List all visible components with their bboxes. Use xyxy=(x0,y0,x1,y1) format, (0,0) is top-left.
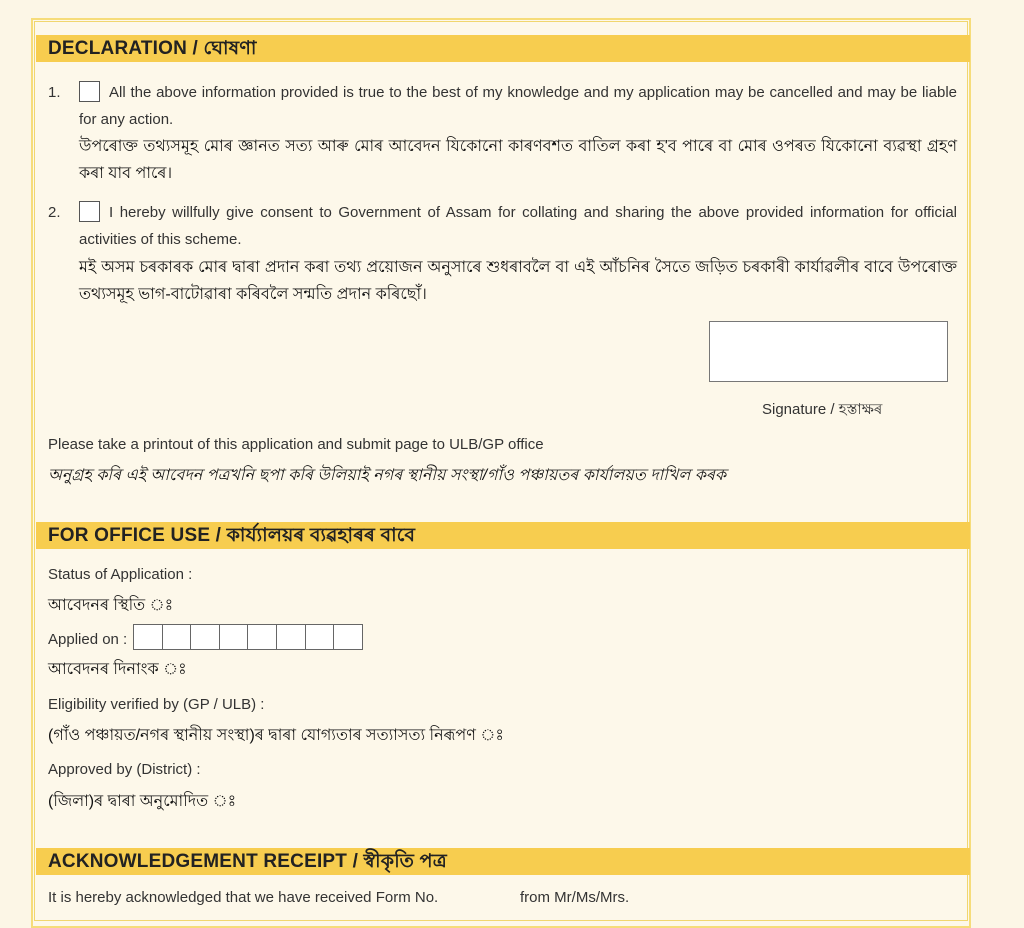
applied-on-date-boxes[interactable] xyxy=(133,624,362,650)
office-use-header xyxy=(36,522,970,549)
declaration-item-2-as: মই অসম চৰকাৰক মোৰ দ্বাৰা প্ৰদান কৰা তথ্য প্ৰয়োজন অনুসাৰে শুধৰাবলৈ বা এই আঁচনিৰ সৈতে জড়িত চৰকাৰী কাৰ্যাৱলীৰ বাবে উপৰোক্ত তথ্যসমূহ ভাগ-বাটোৱাৰা কৰিবলৈ সন্মতি প্ৰদান কৰিছোঁ। xyxy=(79,259,957,303)
signature-label: Signature / হস্তাক্ষৰ xyxy=(762,401,883,418)
acknowledgement-header-as: স্বীকৃতি পত্ৰ xyxy=(363,851,447,872)
approved-label-en: Approved by (District) : xyxy=(48,761,201,778)
signature-box[interactable] xyxy=(709,321,948,382)
declaration-header xyxy=(36,35,970,62)
declaration-item-2-en: I hereby willfully give consent to Government of Assam for collating and sharing the above provided information for official activities of this scheme. xyxy=(79,204,957,248)
acknowledgement-text: It is hereby acknowledged that we have received Form No. xyxy=(48,889,439,906)
applied-on-label-en: Applied on : xyxy=(48,631,128,648)
date-digit-box[interactable] xyxy=(305,624,335,650)
status-label-as: আবেদনৰ স্থিতি ঃ xyxy=(48,597,174,614)
status-label-en: Status of Application : xyxy=(48,566,193,583)
date-digit-box[interactable] xyxy=(133,624,163,650)
eligibility-label-as: (গাঁও পঞ্চায়ত/নগৰ স্থানীয় সংস্থা)ৰ দ্বাৰা যোগ্যতাৰ সত্যাসত্য নিৰূপণ ঃ xyxy=(48,727,504,744)
date-digit-box[interactable] xyxy=(219,624,249,650)
office-use-header-as: কাৰ্য্যালয়ৰ ব্যৱহাৰৰ বাবে xyxy=(226,525,416,546)
declaration-item-1-en: All the above information provided is true to the best of my knowledge and my application may be cancelled and may be liable for any action. xyxy=(79,84,957,128)
date-digit-box[interactable] xyxy=(162,624,192,650)
declaration-item-1-number: 1. xyxy=(48,84,61,101)
office-use-header-en: FOR OFFICE USE / xyxy=(48,525,222,546)
declaration-item-1-as: উপৰোক্ত তথ্যসমূহ মোৰ জ্ঞানত সত্য আৰু মোৰ আবেদন যিকোনো কাৰণবশত বাতিল কৰা হ'ব পাৰে বা মোৰ ওপৰত যিকোনো ব্যৱস্থা গ্ৰহণ কৰা যাব পাৰে। xyxy=(79,138,957,182)
declaration-item-2-as-block xyxy=(79,254,957,308)
acknowledgement-header xyxy=(36,848,970,875)
printout-instruction-as: অনুগ্ৰহ কৰি এই আবেদন পত্ৰখনি ছপা কৰি উলিয়াই নগৰ স্থানীয় সংস্থা/গাঁও পঞ্চায়তৰ কাৰ্যালয়ত দাখিল কৰক xyxy=(48,467,727,484)
declaration-item-1-text xyxy=(79,79,957,133)
acknowledgement-from-label: from Mr/Ms/Mrs. xyxy=(520,889,630,906)
declaration-header-en: DECLARATION / xyxy=(48,38,199,59)
date-digit-box[interactable] xyxy=(333,624,363,650)
date-digit-box[interactable] xyxy=(190,624,220,650)
approved-label-as: (জিলা)ৰ দ্বাৰা অনুমোদিত ঃ xyxy=(48,793,237,810)
declaration-item-1-as-block xyxy=(79,133,957,187)
eligibility-label-en: Eligibility verified by (GP / ULB) : xyxy=(48,696,265,713)
declaration-item-2-number: 2. xyxy=(48,204,61,221)
printout-instruction-en: Please take a printout of this application and submit page to ULB/GP office xyxy=(48,436,544,453)
date-digit-box[interactable] xyxy=(247,624,277,650)
declaration-item-2-text xyxy=(79,199,957,253)
applied-on-label-as: আবেদনৰ দিনাংক ঃ xyxy=(48,661,187,678)
acknowledgement-header-en: ACKNOWLEDGEMENT RECEIPT / xyxy=(48,851,359,872)
declaration-header-as: ঘোষণা xyxy=(203,38,257,59)
date-digit-box[interactable] xyxy=(276,624,306,650)
